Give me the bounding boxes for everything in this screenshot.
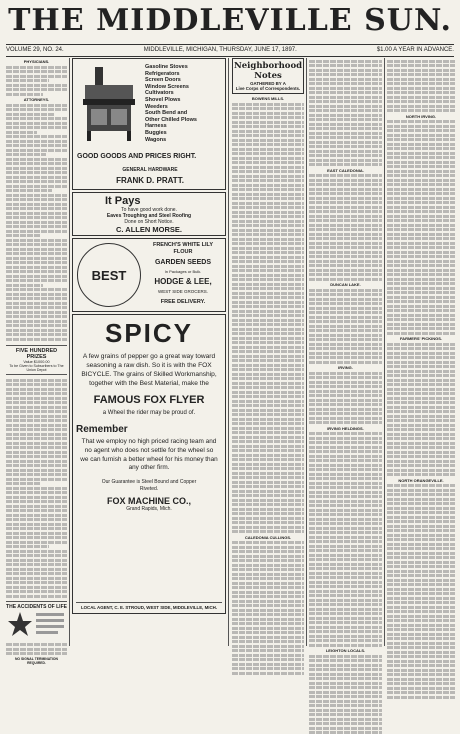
flour-sack-icon [77, 243, 141, 307]
section-heading: BOWENS MILLS. [251, 96, 285, 101]
prizes-note: To be Given to Subscribers to The Union Depot [9, 363, 64, 372]
hardware-headline: GOOD GOODS AND PRICES RIGHT. [77, 153, 197, 160]
column-neighborhood-notes [232, 58, 304, 646]
notes-title: Neighborhood Notes [234, 61, 303, 81]
cookstove-illustration-icon [79, 65, 139, 145]
column-advertisements [72, 58, 226, 646]
section-heading: CALEDONIA CULLINGS. [244, 534, 292, 540]
section-heading: IRVING. [338, 365, 353, 370]
roofing-line-3: Done on Short Notice. [124, 219, 174, 225]
guarantee-text: Our Guarantee is Steel Bound and Copper Riveted. [101, 479, 197, 492]
hardware-item-list [145, 64, 223, 143]
grocery-merchant: HODGE & LEE, [154, 277, 212, 286]
roofing-line-1: To have good work done. [121, 207, 177, 213]
free-delivery: FREE DELIVERY. [160, 299, 206, 305]
prizes-value: Value $1000.00 [23, 359, 50, 364]
remember-body: That we employ no high priced racing team and no agent who does not settle for the wheel so we can furnish a better wheel for his money than any other firm. [80, 438, 218, 472]
hardware-merchant: FRANK D. PRATT. [116, 176, 184, 185]
hardware-ad [72, 58, 226, 190]
hardware-item: Harness [145, 123, 167, 130]
accidents-title: THE ACCIDENTS OF LIFE [6, 603, 67, 610]
section-heading: FARMERS' PICKINGS. [399, 336, 443, 341]
hardware-sub: GENERAL HARDWARE [122, 167, 178, 173]
column-rule [69, 58, 70, 646]
flour-title: FRENCH'S WHITE LILY FLOUR [152, 242, 214, 255]
hardware-item: South Bend and [145, 110, 188, 117]
section-heading: EAST CALEDONIA. [327, 167, 364, 173]
hardware-item: Window Screens [145, 83, 189, 90]
bicycle-body: A few grains of pepper go a great way toward seasoning a raw dish. So it is with the FOX BICYCLE. The grains of Skilled Workmanship, together with the Best Material, make the [81, 353, 217, 387]
column-rule [306, 58, 307, 646]
dateline [6, 44, 454, 57]
prizes-title: FIVE HUNDRED PRIZES [15, 347, 58, 360]
flour-brand: BEST [91, 267, 127, 283]
subscription-price: $1.00 A YEAR IN ADVANCE. [376, 47, 454, 53]
notes-subtitle: GATHERED BY A [250, 81, 286, 86]
accidents-footer: NO SIGNAL TERMINATION REQUIRED. [14, 656, 58, 665]
bicycle-headline: SPICY [104, 318, 194, 348]
hardware-item: Weeders [145, 103, 168, 110]
hardware-item: Refrigerators [145, 70, 180, 77]
five-hundred-prizes-ad [6, 345, 67, 375]
roofing-ad [72, 192, 226, 236]
star-emblem-icon [6, 610, 67, 638]
seeds-title: GARDEN SEEDS [154, 259, 211, 266]
section-heading: DUNCAN LAKE. [330, 282, 361, 287]
bicycle-tagline: a Wheel the rider may be proud of. [102, 410, 196, 416]
place-date: MIDDLEVILLE, MICHIGAN, THURSDAY, JUNE 17, 1897. [143, 47, 297, 53]
hardware-item: Screen Doors [145, 77, 181, 84]
bicycle-ad [72, 314, 226, 614]
fox-company: FOX MACHINE CO., [106, 496, 191, 507]
column-news-3 [387, 58, 455, 646]
column-news-2 [309, 58, 382, 653]
roofing-line-2: Eaves Troughing and Steel Roofing [106, 213, 192, 219]
hardware-item: Cultivators [145, 90, 174, 97]
hardware-item: Other Chilled Plows [145, 116, 197, 123]
bicycle-product: FAMOUS FOX FLYER [93, 394, 205, 406]
physicians-heading: PHYSICIANS. [23, 59, 50, 64]
remember-heading: Remember [76, 424, 128, 435]
accidents-ad [6, 601, 67, 668]
column-rule [384, 58, 385, 646]
grocery-store: WEST SIDE GROCERS. [158, 289, 208, 294]
seeds-sub: In Packages or Bulk. [164, 269, 202, 274]
fox-city: Grand Rapids, Mich. [126, 506, 172, 513]
section-heading: LEIGHTON LOCALS. [325, 648, 366, 653]
hardware-item: Buggies [145, 129, 167, 136]
roofing-headline: It Pays [105, 195, 141, 207]
grocery-ad [72, 238, 226, 312]
section-heading: NORTH IRVING. [405, 113, 437, 119]
hardware-item: Wagons [145, 136, 167, 143]
column-rule [228, 58, 229, 646]
volume-number: VOLUME 29, NO. 24. [6, 47, 64, 53]
column-business-cards [6, 58, 67, 665]
masthead-title: THE MIDDLEVILLE SUN. [8, 3, 452, 38]
section-heading: IRVING HELDINGS. [327, 425, 364, 431]
roofing-merchant: C. ALLEN MORSE. [116, 225, 182, 234]
hardware-item: Gasoline Stoves [145, 64, 188, 70]
attorneys-heading: ATTORNEYS. [23, 97, 50, 102]
local-agent: LOCAL AGENT, C. E. STROUD, WEST SIDE, MIDDLEVILLE, MICH. [76, 602, 222, 610]
section-heading: NORTH ORANGEVILLE. [398, 477, 444, 483]
hardware-item: Shovel Plows [145, 96, 181, 103]
notes-subtitle-2: Live Corps of Correspondents. [235, 86, 301, 91]
notes-header [232, 58, 304, 94]
